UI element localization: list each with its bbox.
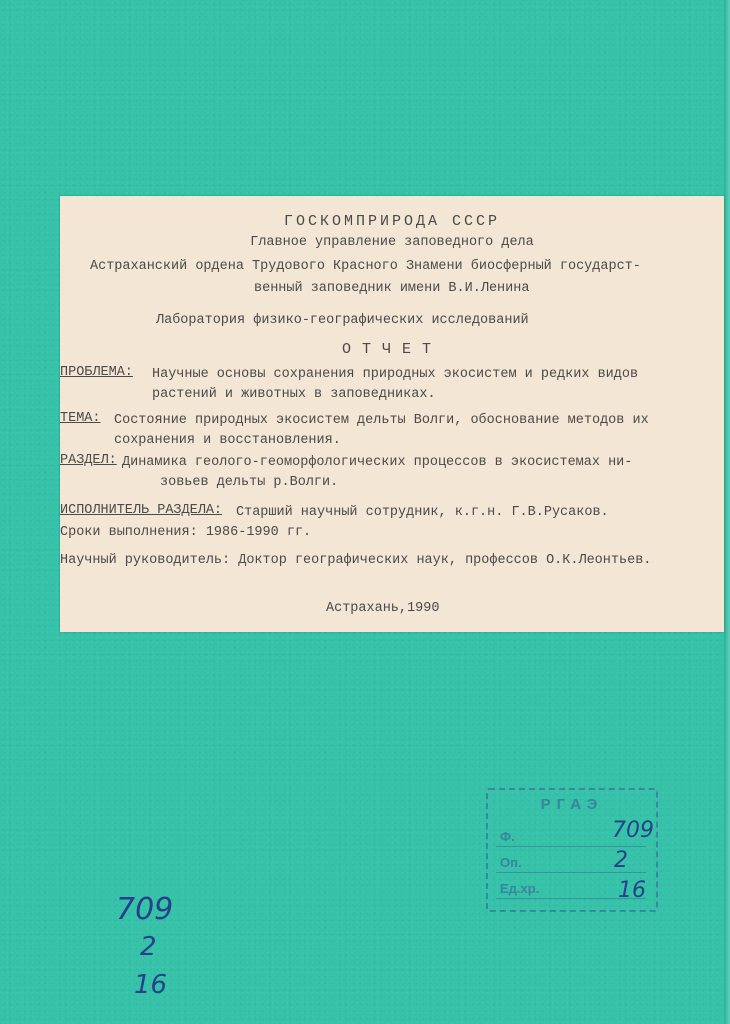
terms: Сроки выполнения: 1986-1990 гг. xyxy=(60,525,312,540)
theme-line-1: Состояние природных экосистем дельты Волги, обоснование методов их xyxy=(114,413,649,428)
department: Главное управление заповедного дела xyxy=(250,235,534,250)
stamp-row-labels xyxy=(500,824,539,902)
theme-label: ТЕМА: xyxy=(60,411,101,426)
handwritten-opis: 2 xyxy=(140,932,157,962)
section-line-2: зовьев дельты р.Волги. xyxy=(160,475,339,490)
problem-label: ПРОБЛЕМА: xyxy=(60,365,133,380)
stamp-value-opis: 2 xyxy=(614,848,628,873)
title-label-sheet xyxy=(60,196,724,632)
stamp-label-unit: Ед.хр. xyxy=(500,881,540,896)
stamp-value-unit: 16 xyxy=(618,878,646,903)
supervisor: Научный руководитель: Доктор географических наук, профессов О.К.Леонтьев. xyxy=(60,553,652,568)
report-title: ОТЧЕТ xyxy=(341,341,442,358)
executor-value: Старший научный сотрудник, к.г.н. Г.В.Русаков. xyxy=(236,505,609,520)
problem-line-2: растений и животных в заповедниках. xyxy=(152,387,436,402)
stamp-label-opis: Оп. xyxy=(500,855,522,870)
theme-line-2: сохранения и восстановления. xyxy=(114,433,341,448)
section-label: РАЗДЕЛ: xyxy=(60,453,117,468)
handwritten-unit: 16 xyxy=(134,970,168,1000)
section-line-1: Динамика геолого-геоморфологических процессов в экосистемах ни- xyxy=(122,455,633,470)
handwritten-fond: 709 xyxy=(116,892,174,927)
place-year: Астрахань,1990 xyxy=(326,601,440,616)
reserve-line-1: Астраханский ордена Трудового Красного Знамени биосферный государст- xyxy=(90,259,641,274)
stamp-label-fond: Ф. xyxy=(500,829,515,844)
laboratory: Лаборатория физико-географических исследований xyxy=(156,313,529,328)
org-name: ГОСКОМПРИРОДА СССР xyxy=(283,213,501,230)
reserve-line-2: венный заповедник имени В.И.Ленина xyxy=(254,281,530,296)
stamp-value-fond: 709 xyxy=(612,818,654,843)
cover-edge xyxy=(724,0,730,1024)
stamp-title: РГАЭ xyxy=(540,796,604,813)
problem-line-1: Научные основы сохранения природных экосистем и редких видов xyxy=(152,367,639,382)
executor-label: ИСПОЛНИТЕЛЬ РАЗДЕЛА: xyxy=(60,503,223,518)
archive-stamp xyxy=(486,788,658,912)
